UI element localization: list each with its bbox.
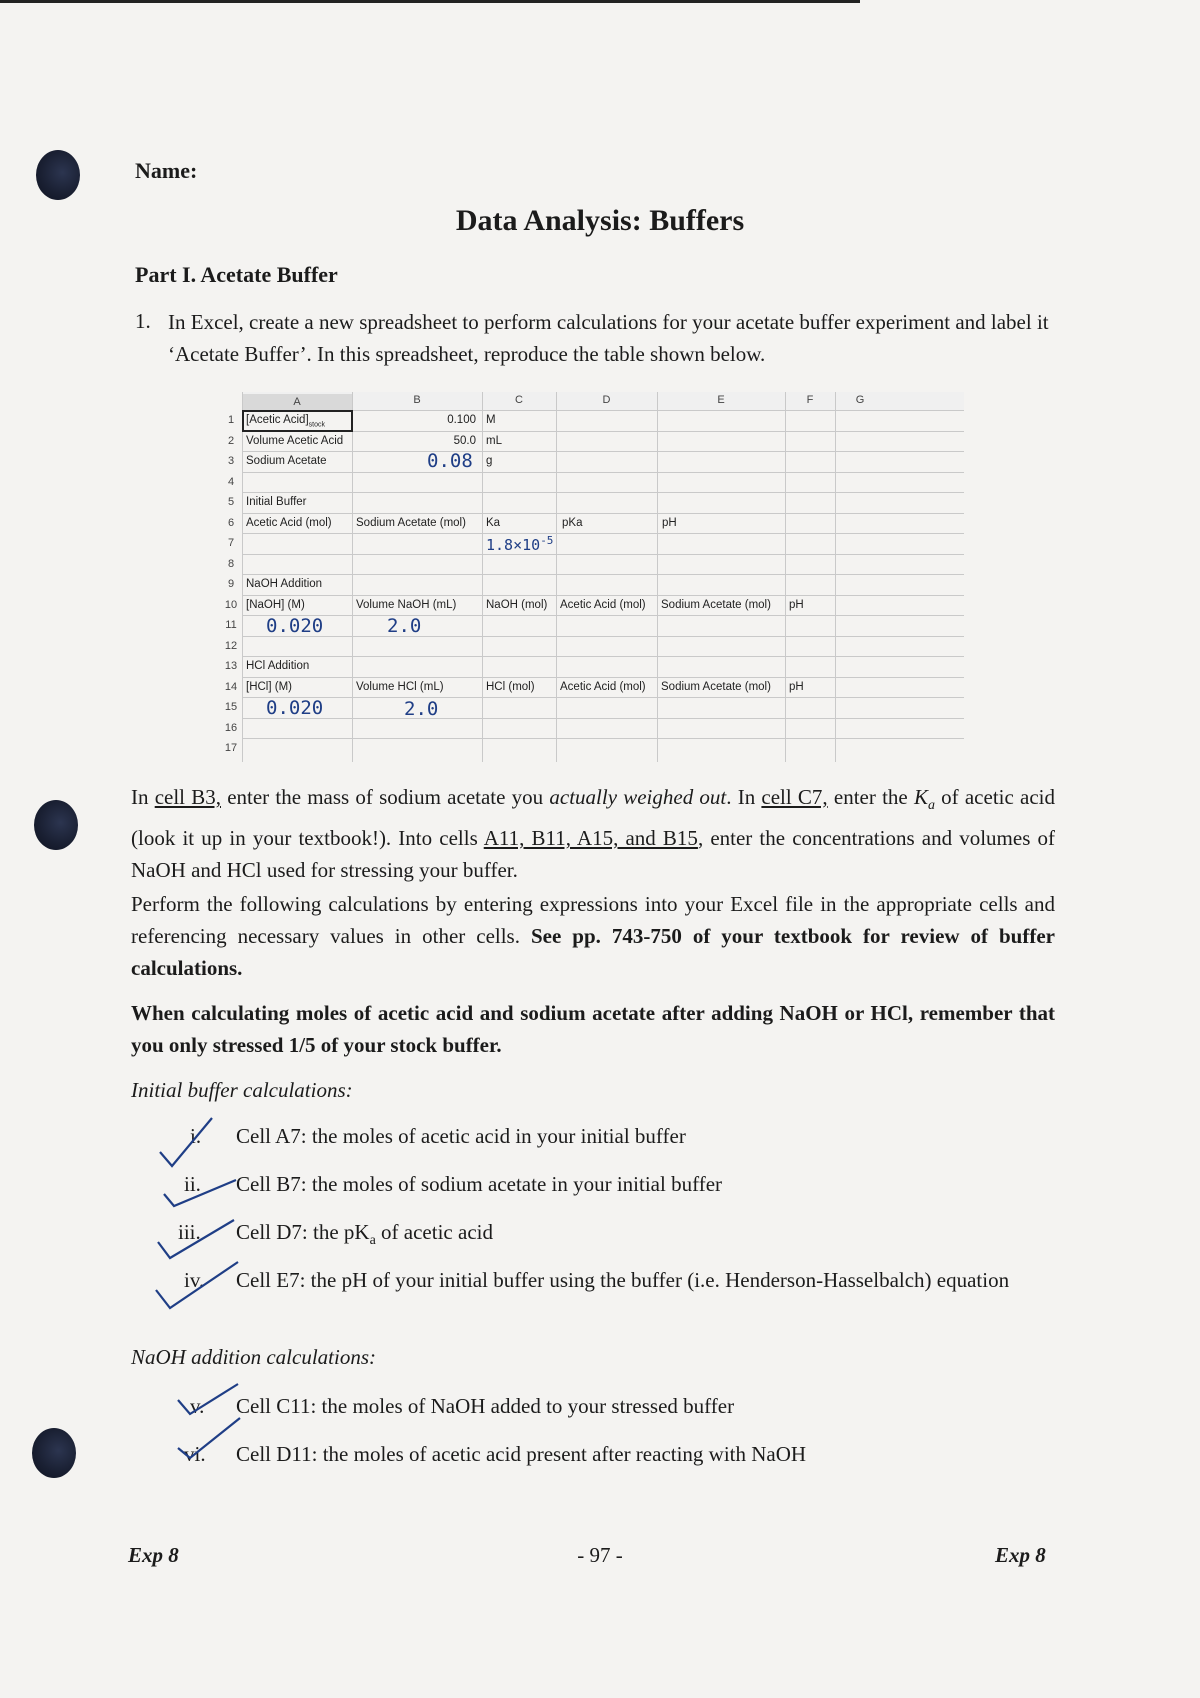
handwritten-b3: 0.08 xyxy=(427,450,473,472)
check-mark xyxy=(160,1118,212,1166)
handwritten-b11: 2.0 xyxy=(387,615,422,637)
grid-line xyxy=(835,392,836,762)
cell-a13: HCl Addition xyxy=(246,660,310,672)
cell-b10: Volume NaOH (mL) xyxy=(356,599,457,611)
row-number: 3 xyxy=(227,455,235,467)
cell-a10: [NaOH] (M) xyxy=(246,599,305,611)
item-number: i. xyxy=(190,1124,202,1148)
row-number: 12 xyxy=(224,640,238,652)
grid-line xyxy=(556,392,557,762)
grid-line xyxy=(242,492,964,493)
grid-line xyxy=(242,533,964,534)
cell-a14: [HCl] (M) xyxy=(246,681,292,693)
column-header-f: F xyxy=(806,394,814,406)
grid-line xyxy=(242,738,964,739)
grid-line xyxy=(242,574,964,575)
row-number: 8 xyxy=(227,558,235,570)
punch-hole-bottom xyxy=(32,1428,76,1478)
handwritten-c7: $1.8\times 10^{-5}$ xyxy=(486,534,554,554)
row-number: 5 xyxy=(227,496,235,508)
item-number: ii. xyxy=(184,1172,201,1196)
row-number: 4 xyxy=(227,476,235,488)
cell-b2: 50.0 xyxy=(453,435,476,447)
handwritten-a11: 0.020 xyxy=(266,615,324,637)
cell-e10: Sodium Acetate (mol) xyxy=(661,599,771,611)
item-text: Cell A7: the moles of acetic acid in your initial buffer xyxy=(236,1124,686,1148)
grid-line xyxy=(657,392,658,762)
cell-a9: NaOH Addition xyxy=(246,578,323,590)
cell-d14: Acetic Acid (mol) xyxy=(560,681,646,693)
handwritten-b15: 2.0 xyxy=(404,698,439,720)
cell-c1: M xyxy=(486,414,496,426)
item-text: Cell D11: the moles of acetic acid present after reacting with NaOH xyxy=(236,1442,807,1466)
cell-b1: 0.100 xyxy=(447,414,476,426)
part-heading: Part I. Acetate Buffer xyxy=(135,262,338,287)
stress-note: When calculating moles of acetic acid and sodium acetate after adding NaOH or HCl, remember that you only stressed 1/5 of your stock buffer. xyxy=(131,1001,1055,1057)
punch-hole-middle xyxy=(34,800,78,850)
grid-line xyxy=(352,392,353,762)
row-number: 16 xyxy=(224,722,238,734)
item-number: iv. xyxy=(184,1268,205,1292)
cell-f10: pH xyxy=(789,599,804,611)
row-number: 1 xyxy=(227,414,235,426)
grid-line xyxy=(242,472,964,473)
item-number: iii. xyxy=(178,1220,201,1244)
name-label: Name: xyxy=(135,158,198,183)
instructions-paragraph: In cell B3, enter the mass of sodium acetate you actually weighed out. In cell C7, enter the $K_a$ of acetic acid (look it up in your textbook!). Into cells A11, B11, A15, and B15, enter the concentrations and volumes of NaOH and HCl used for stressing your buffer. xyxy=(131,785,1056,883)
cell-d10: Acetic Acid (mol) xyxy=(560,599,646,611)
check-mark xyxy=(158,1220,234,1258)
row-number: 14 xyxy=(224,681,238,693)
check-mark xyxy=(178,1384,238,1414)
cell-f14: pH xyxy=(789,681,804,693)
row-number: 2 xyxy=(227,435,235,447)
bottom-rule xyxy=(0,0,860,3)
check-mark xyxy=(164,1180,236,1206)
cell-b6: Sodium Acetate (mol) xyxy=(356,517,466,529)
cell-d6: pKa xyxy=(562,517,583,529)
row-number: 11 xyxy=(225,619,237,631)
grid-line xyxy=(242,595,964,596)
grid-line xyxy=(482,392,483,762)
footer-left: Exp 8 xyxy=(128,1543,179,1567)
page-number: - 97 - xyxy=(577,1543,623,1567)
cell-e6: pH xyxy=(662,517,677,529)
item-text: Cell D7: the $pK_a$ of acetic acid xyxy=(236,1220,493,1249)
question-number: 1. xyxy=(135,309,151,333)
row-number: 9 xyxy=(227,578,235,590)
grid-line xyxy=(242,392,243,762)
grid-line xyxy=(242,636,964,637)
grid-line xyxy=(242,451,964,452)
initial-buffer-heading: Initial buffer calculations: xyxy=(131,1078,353,1102)
column-header-b: B xyxy=(413,394,421,406)
spreadsheet-table xyxy=(222,392,964,762)
cell-a5: Initial Buffer xyxy=(246,496,307,508)
cell-c3: g xyxy=(486,455,493,467)
cell-a2: Volume Acetic Acid xyxy=(246,435,344,447)
punch-hole-top xyxy=(36,150,80,200)
item-text: Cell B7: the moles of sodium acetate in your initial buffer xyxy=(236,1172,723,1196)
calculation-instructions: Perform the following calculations by entering expressions into your Excel file in the appropriate cells and referencing necessary values in other cells. See pp. 743-750 of your textbook for review of buffer calculations. xyxy=(131,892,1055,980)
item-number: v. xyxy=(190,1394,205,1418)
naoh-addition-heading: NaOH addition calculations: xyxy=(131,1345,376,1369)
grid-line xyxy=(242,697,964,698)
row-number: 13 xyxy=(224,660,238,672)
cell-e14: Sodium Acetate (mol) xyxy=(661,681,771,693)
grid-line xyxy=(242,656,964,657)
item-text: Cell C11: the moles of NaOH added to your stressed buffer xyxy=(236,1394,735,1418)
column-header-a: A xyxy=(242,394,352,411)
cell-c2: mL xyxy=(486,435,502,447)
column-header-g: G xyxy=(855,394,865,406)
cell-c6: Ka xyxy=(486,517,501,529)
cell-c14: HCl (mol) xyxy=(486,681,535,693)
question-text: In Excel, create a new spreadsheet to perform calculations for your acetate buffer experiment and label it ‘Acetate Buffer’. In this spreadsheet, reproduce the table shown below. xyxy=(168,310,1049,366)
cell-a1: [Acetic $Acid]_{stock}$ xyxy=(246,414,325,429)
check-mark xyxy=(178,1418,240,1458)
checkmarks-icon xyxy=(150,1100,270,1460)
item-text: Cell E7: the pH of your initial buffer using the buffer (i.e. Henderson-Hasselbalch) equation xyxy=(236,1268,1010,1292)
grid-line xyxy=(242,677,964,678)
footer-right: Exp 8 xyxy=(995,1543,1046,1567)
cell-b14: Volume HCl (mL) xyxy=(356,681,444,693)
handwritten-a15: 0.020 xyxy=(266,697,324,719)
item-number: vi. xyxy=(184,1442,206,1466)
check-mark xyxy=(156,1262,238,1308)
grid-line xyxy=(242,554,964,555)
grid-line xyxy=(242,718,964,719)
page-title: Data Analysis: Buffers xyxy=(455,204,745,237)
column-header-d: D xyxy=(602,394,611,406)
grid-line xyxy=(785,392,786,762)
column-header-c: C xyxy=(515,394,523,406)
grid-line xyxy=(242,513,964,514)
row-number: 7 xyxy=(227,537,235,549)
column-header-e: E xyxy=(717,394,725,406)
cell-a3: Sodium Acetate xyxy=(246,455,327,467)
row-number: 17 xyxy=(224,742,238,754)
row-number: 10 xyxy=(224,599,238,611)
cell-c10: NaOH (mol) xyxy=(486,599,548,611)
row-number: 6 xyxy=(227,517,235,529)
grid-line xyxy=(242,615,964,616)
cell-a6: Acetic Acid (mol) xyxy=(246,517,332,529)
row-number: 15 xyxy=(224,701,238,713)
